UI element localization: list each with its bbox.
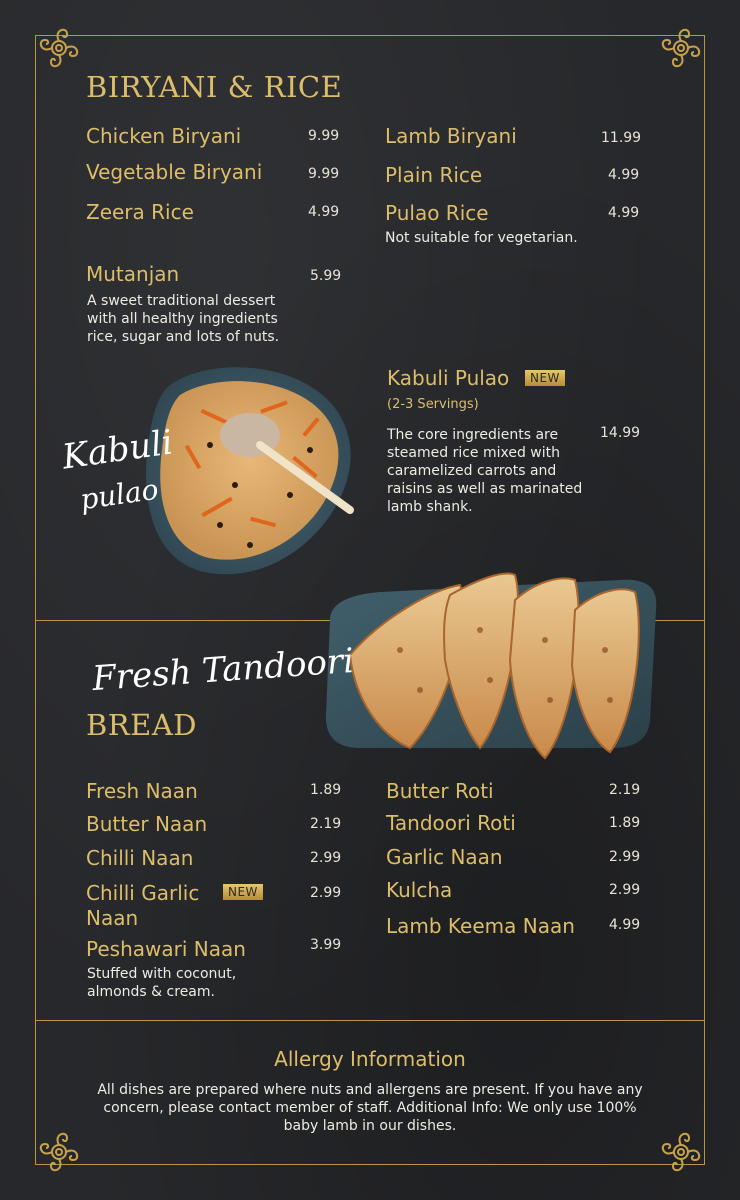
menu-item-price: 2.99 — [310, 885, 342, 901]
menu-item-name: Lamb Keema Naan — [386, 914, 575, 938]
menu-item-name: Naan — [86, 906, 139, 930]
menu-item-name: Kulcha — [386, 878, 453, 902]
menu-item-name: Garlic Naan — [386, 845, 503, 869]
menu-item-name: Tandoori Roti — [386, 811, 516, 835]
menu-item-name: Chilli Naan — [86, 846, 194, 870]
script-label: pulao — [78, 472, 161, 517]
menu-item-price: 9.99 — [308, 128, 340, 144]
menu-item-name: Pulao Rice — [385, 201, 489, 225]
menu-item-description: The core ingredients are steamed rice mixed with caramelized carrots and raisins as well as marinated lamb shank. — [387, 427, 583, 515]
menu-item-price: 2.19 — [609, 782, 641, 798]
menu-item-name: Butter Naan — [86, 812, 208, 836]
menu-item-name: Mutanjan — [86, 262, 180, 286]
menu-item-servings: (2-3 Servings) — [387, 397, 479, 412]
menu-item-price: 2.99 — [310, 850, 342, 866]
menu-item-price: 4.99 — [609, 917, 641, 933]
menu-item-name: Fresh Naan — [86, 779, 198, 803]
menu-item-price: 2.19 — [310, 816, 342, 832]
menu-item-name: Chilli Garlic — [86, 881, 200, 905]
menu-item-name: Chicken Biryani — [86, 124, 242, 148]
menu-item-description: Stuffed with coconut, almonds & cream. — [87, 966, 237, 1000]
menu-item-name: Vegetable Biryani — [86, 160, 263, 184]
menu-item-price: 3.99 — [310, 937, 342, 953]
new-badge: NEW — [223, 884, 263, 900]
menu-item-price: 5.99 — [310, 268, 342, 284]
allergy-text: All dishes are prepared where nuts and allergens are present. If you have any concern, please contact member of staff. Additional Info: We only use 100% baby lamb in our dishes. — [97, 1082, 643, 1134]
menu-item-name: Butter Roti — [386, 779, 494, 803]
section-title-biryani: BIRYANI & RICE — [86, 70, 343, 104]
menu-item-name: Zeera Rice — [86, 200, 194, 224]
menu-item-name: Peshawari Naan — [86, 937, 246, 961]
menu-item-description: A sweet traditional dessert with all healthy ingredients rice, sugar and lots of nuts. — [87, 293, 280, 345]
menu-item-price: 1.89 — [609, 815, 641, 831]
menu-item-price: 9.99 — [308, 166, 340, 182]
menu-item-name: Plain Rice — [385, 163, 483, 187]
menu-item-description: Not suitable for vegetarian. — [385, 230, 578, 246]
script-title: Fresh Tandoori — [90, 640, 356, 700]
menu-item-price: 2.99 — [609, 882, 641, 898]
menu-item-price: 11.99 — [601, 130, 642, 146]
pulao-plate-image — [140, 355, 360, 580]
menu-item-price: 4.99 — [608, 167, 640, 183]
menu-item-price: 4.99 — [608, 205, 640, 221]
ornament-corner-icon — [655, 22, 707, 74]
script-label: Kabuli — [59, 422, 176, 478]
naan-plate-image — [320, 570, 660, 770]
ornament-corner-icon — [33, 22, 85, 74]
menu-item-price: 4.99 — [308, 204, 340, 220]
menu-item-price: 14.99 — [600, 425, 641, 441]
section-title-bread: BREAD — [86, 708, 198, 742]
allergy-divider — [35, 1020, 705, 1021]
allergy-title: Allergy Information — [274, 1047, 466, 1071]
menu-item-price: 1.89 — [310, 782, 342, 798]
ornament-corner-icon — [33, 1126, 85, 1178]
ornament-corner-icon — [655, 1126, 707, 1178]
new-badge: NEW — [525, 370, 565, 386]
menu-item-price: 2.99 — [609, 849, 641, 865]
menu-item-name: Kabuli Pulao — [387, 366, 510, 390]
menu-item-name: Lamb Biryani — [385, 124, 517, 148]
